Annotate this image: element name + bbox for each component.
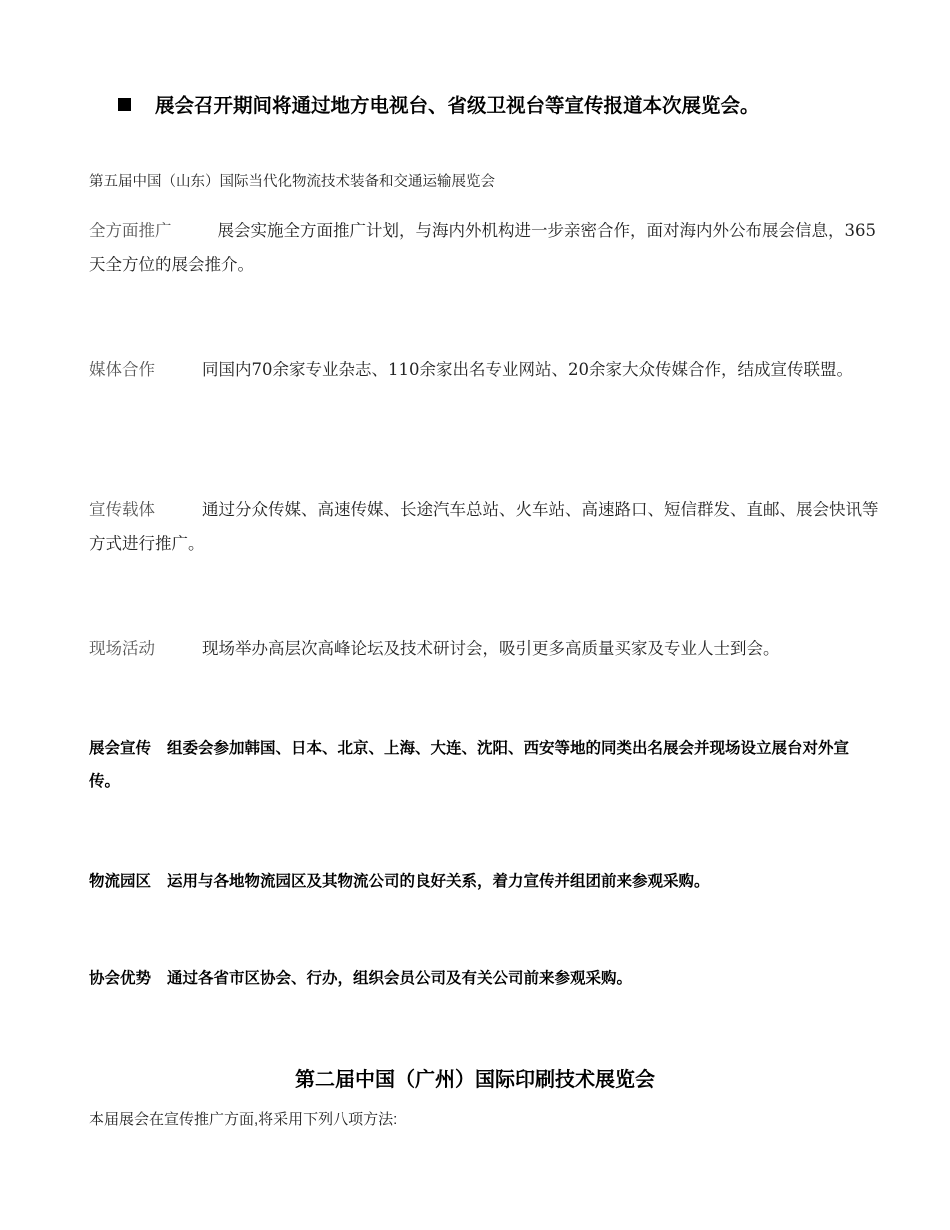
square-bullet-icon	[118, 98, 131, 111]
bold-item-1	[89, 732, 869, 798]
promo-label: 现场活动	[89, 639, 155, 658]
bold-item-text: 通过各省市区协会、行办，组织会员公司及有关公司前来参观采购。	[167, 970, 633, 987]
promo-text: 同国内70余家专业杂志、110余家出名专业网站、20余家大众传媒合作，结成宣传联盟。	[202, 360, 853, 379]
promo-paragraph-3	[89, 493, 889, 561]
promo-text: 通过分众传媒、高速传媒、长途汽车总站、火车站、高速路口、短信群发、直邮、展会快讯等方式进行推广。	[89, 500, 879, 553]
bold-item-2	[89, 865, 879, 898]
expo-subtitle: 第五届中国（山东）国际当代化物流技术装备和交通运输展览会	[89, 174, 495, 190]
promo-label: 媒体合作	[89, 360, 155, 379]
headline-text: 展会召开期间将通过地方电视台、省级卫视台等宣传报道本次展览会。	[155, 95, 760, 117]
bold-item-label: 物流园区	[89, 873, 152, 890]
section-title: 第二届中国（广州）国际印刷技术展览会	[295, 1069, 655, 1091]
promo-paragraph-1	[89, 214, 879, 282]
promo-text: 展会实施全方面推广计划，与海内外机构进一步亲密合作，面对海内外公布展会信息，365天全方位的展会推介。	[89, 221, 876, 274]
bold-item-label: 展会宣传	[89, 740, 152, 757]
promo-label: 全方面推广	[89, 221, 172, 240]
bold-item-label: 协会优势	[89, 970, 152, 987]
headline	[118, 90, 760, 118]
promo-paragraph-4	[89, 632, 879, 666]
section-intro: 本届展会在宣传推广方面,将采用下列八项方法:	[89, 1111, 398, 1128]
promo-paragraph-2	[89, 353, 879, 387]
bold-item-3	[89, 962, 879, 995]
bold-item-text: 运用与各地物流园区及其物流公司的良好关系，着力宣传并组团前来参观采购。	[167, 873, 710, 890]
promo-label: 宣传载体	[89, 500, 155, 519]
promo-text: 现场举办高层次高峰论坛及技术研讨会，吸引更多高质量买家及专业人士到会。	[202, 639, 780, 658]
bold-item-text: 组委会参加韩国、日本、北京、上海、大连、沈阳、西安等地的同类出名展会并现场设立展台对外宣传。	[89, 740, 850, 790]
